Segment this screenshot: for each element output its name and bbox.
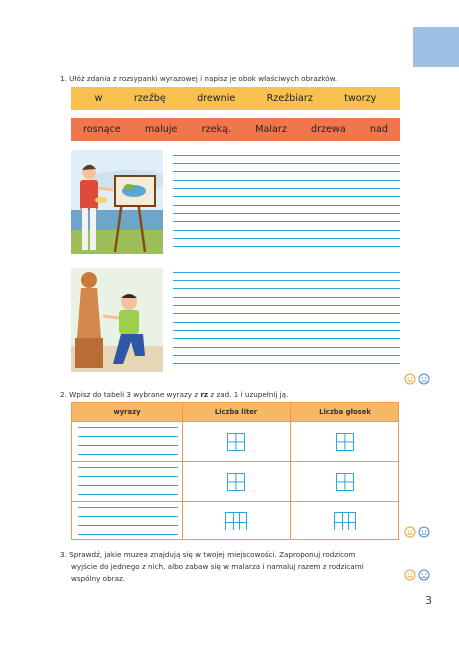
word: maluje (144, 124, 178, 135)
sounds-box-3[interactable] (334, 512, 356, 530)
exercise-1-instruction (60, 74, 400, 84)
word: tworzy (344, 93, 377, 104)
painter-illustration (71, 150, 163, 254)
letters-box-1[interactable] (227, 433, 245, 451)
page-corner-tab (413, 27, 459, 67)
page-number: 3 (425, 594, 432, 607)
self-assessment-1[interactable] (404, 370, 438, 382)
smiley-sad-icon (419, 527, 429, 537)
exercise-3-line-3: wspólny obraz. (71, 574, 126, 583)
sounds-box-2[interactable] (336, 473, 354, 491)
exercise-2-instruction (60, 390, 400, 400)
word: rosnące (83, 124, 121, 135)
sounds-box-1[interactable] (336, 433, 354, 451)
word: nad (369, 124, 388, 135)
sculptor-illustration (71, 268, 163, 372)
exercise-1-text: Ułóż zdania z rozsypanki wyrazowej i napisz je obok właściwych obrazków. (69, 74, 338, 83)
header-sounds: Liczba głosek (319, 408, 371, 416)
table-row-3-lines[interactable] (78, 507, 178, 537)
word: Rzeźbiarz (266, 93, 313, 104)
writing-lines-2[interactable] (173, 272, 400, 372)
word: rzeźbę (133, 93, 166, 104)
word: w (94, 93, 103, 104)
words-table (71, 402, 399, 540)
word-strip-orange (71, 118, 400, 141)
smiley-sad-icon (419, 374, 429, 384)
self-assessment-2[interactable] (404, 523, 438, 535)
writing-lines-1[interactable] (173, 155, 400, 255)
letters-box-3[interactable] (225, 512, 247, 530)
exercise-2-number: 2. (60, 390, 67, 399)
smiley-happy-icon (405, 570, 415, 580)
self-assessment-3[interactable] (404, 566, 438, 578)
smiley-happy-icon (405, 374, 415, 384)
smiley-sad-icon (419, 570, 429, 580)
exercise-3-instruction (60, 549, 400, 585)
exercise-3-number: 3. (60, 550, 67, 559)
word: rzeką. (201, 124, 232, 135)
smiley-happy-icon (405, 527, 415, 537)
exercise-2-text: Wpisz do tabeli 3 wybrane wyrazy z (69, 390, 201, 399)
exercise-2-bold: rz (200, 390, 209, 399)
word: drewnie (197, 93, 236, 104)
word: Malarz (255, 124, 287, 135)
table-row-1-lines[interactable] (78, 427, 178, 457)
header-words: wyrazy (113, 408, 141, 416)
letters-box-2[interactable] (227, 473, 245, 491)
word: drzewa (311, 124, 346, 135)
exercise-1-number: 1. (60, 74, 67, 83)
word-strip-yellow (71, 87, 400, 110)
exercise-3-line-1: Sprawdź, jakie muzea znajdują się w twojej miejscowości. Zaproponuj rodzicom (69, 550, 356, 559)
exercise-3-line-2: wyjście do jednego z nich, albo zabaw się w malarza i namaluj razem z rodzicami (71, 562, 364, 571)
header-letters: Liczba liter (214, 408, 258, 416)
table-row-2-lines[interactable] (78, 467, 178, 497)
exercise-2-text-end: z zad. 1 i uzupełnij ją. (208, 390, 289, 399)
